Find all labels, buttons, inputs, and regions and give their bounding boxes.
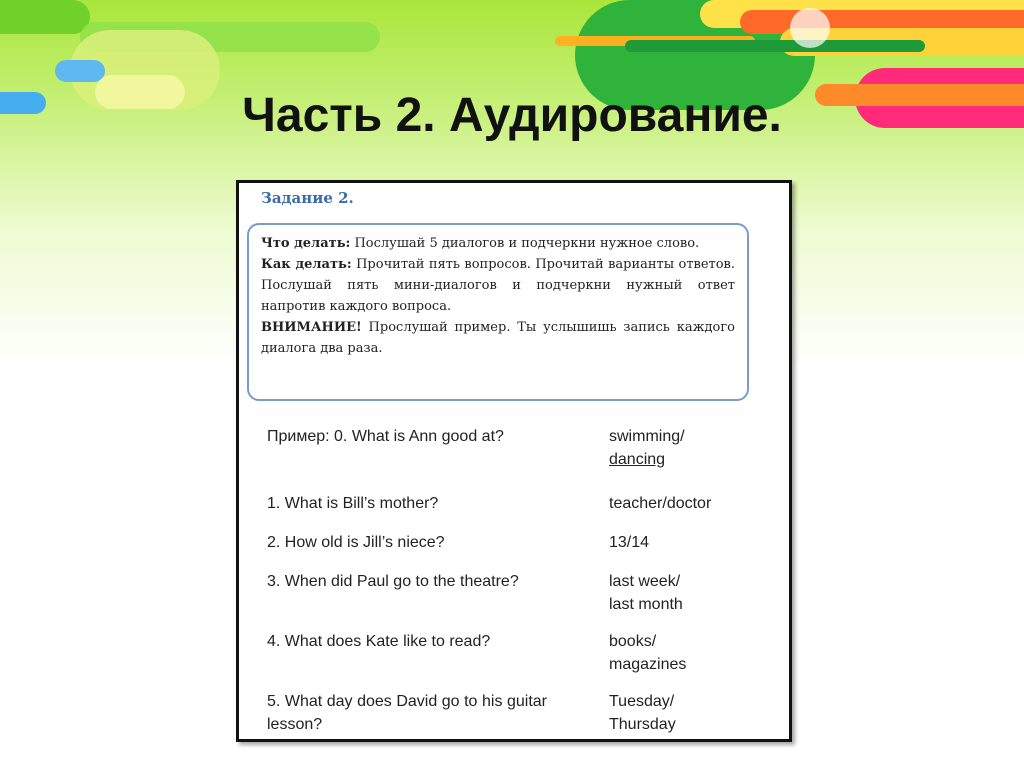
deco-shape [625, 40, 925, 52]
task-label: Задание 2. [261, 189, 354, 207]
attention-label: ВНИМАНИЕ! [261, 320, 362, 335]
answer-option: books/ [609, 633, 657, 650]
question-text: 5. What day does David go to his guitar lesson? [267, 693, 547, 733]
answer-option: last week/ [609, 573, 681, 590]
how-label: Как делать: [261, 257, 352, 272]
answer-option: swimming/ [609, 428, 685, 445]
answer-options: teacher/doctor [609, 495, 712, 512]
question-text: 3. When did Paul go to the theatre? [267, 573, 519, 590]
answer-options [609, 570, 739, 616]
answer-options: 13/14 [609, 534, 650, 551]
instruction-what [261, 233, 735, 254]
question-text: 1. What is Bill’s mother? [267, 495, 439, 512]
answer-option: Tuesday/ [609, 693, 675, 710]
answer-option-underlined: dancing [609, 451, 666, 468]
what-label: Что делать: [261, 236, 351, 251]
question-text: 4. What does Kate like to read? [267, 633, 491, 650]
answer-options [609, 690, 739, 736]
example-answer [609, 425, 739, 471]
instruction-how [261, 254, 735, 317]
attention-text: Прослушай пример. Ты услышишь запись каждого диалога два раза. [261, 320, 736, 356]
how-text: Прочитай пять вопросов. Прочитай варианты ответов. Послушай пять мини-диалогов и подчеркни нужный ответ напротив каждого вопроса. [261, 257, 736, 314]
deco-shape [790, 8, 830, 48]
worksheet-image [236, 180, 792, 742]
slide-title: Часть 2. Аудирование. [242, 89, 782, 142]
answer-option: Thursday [609, 716, 676, 733]
what-text: Послушай 5 диалогов и подчеркни нужное слово. [354, 236, 700, 251]
example-question: Пример: 0. What is Ann good at? [267, 428, 504, 445]
instruction-attention [261, 317, 735, 359]
answer-option: last month [609, 596, 683, 613]
deco-shape [0, 0, 90, 34]
question-text: 2. How old is Jill’s niece? [267, 534, 445, 551]
deco-shape [55, 60, 105, 82]
answer-option: magazines [609, 656, 687, 673]
answer-options [609, 630, 739, 676]
instructions-box [247, 223, 749, 401]
